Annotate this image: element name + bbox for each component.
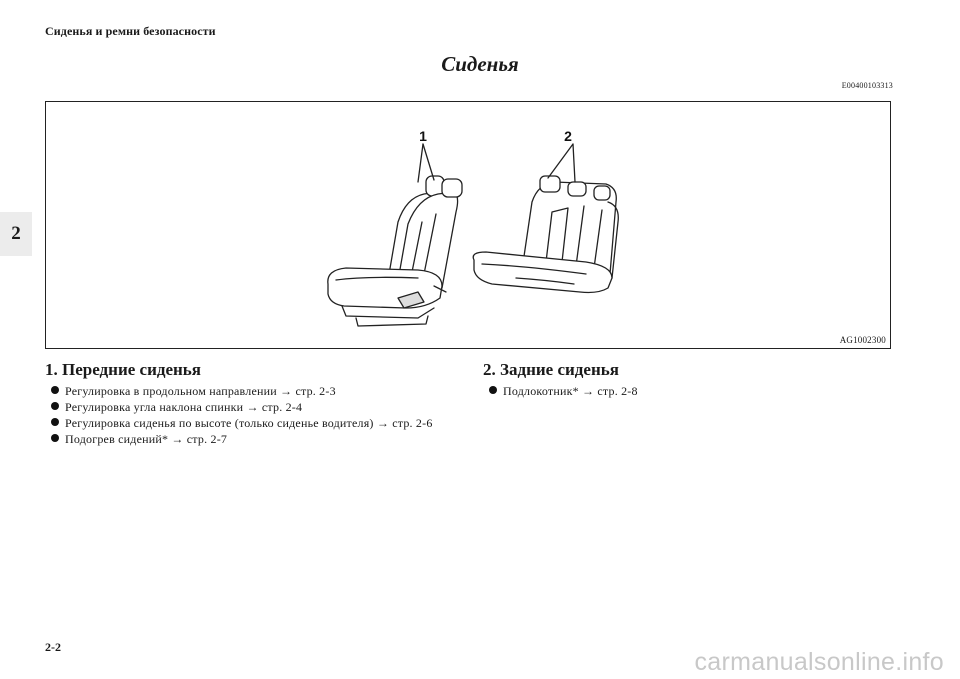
bullet-icon (51, 386, 59, 394)
list-item-text: Подлокотник* → стр. 2-8 (503, 384, 638, 398)
bullet-icon (51, 402, 59, 410)
bullet-icon (51, 418, 59, 426)
rear-seats-list (483, 383, 883, 399)
page-title: Сиденья (441, 52, 519, 76)
figure-code: AG1002300 (839, 335, 886, 345)
running-header: Сиденья и ремни безопасности (45, 24, 216, 38)
front-seats-drawing (328, 176, 462, 326)
chapter-tab: 2 (0, 212, 32, 256)
list-item (45, 431, 455, 447)
list-item (45, 399, 455, 415)
rear-seats-drawing (473, 176, 618, 293)
rear-seats-heading: 2. Задние сиденья (483, 360, 619, 379)
list-item (45, 415, 455, 431)
seats-figure (45, 101, 891, 349)
list-item (483, 383, 883, 399)
bullet-icon (489, 386, 497, 394)
list-item-text: Регулировка в продольном направлении → стр. 2-3 (65, 384, 336, 398)
page-number: 2-2 (45, 640, 61, 654)
front-seats-section (45, 360, 455, 447)
list-item-text: Регулировка сиденья по высоте (только сиденье водителя) → стр. 2-6 (65, 416, 433, 430)
list-item-text: Регулировка угла наклона спинки → стр. 2-4 (65, 400, 303, 414)
list-item-text: Подогрев сидений* → стр. 2-7 (65, 432, 228, 446)
front-seats-list (45, 383, 455, 447)
rear-seats-section (483, 360, 883, 399)
callout-2: 2 (564, 128, 572, 144)
list-item (45, 383, 455, 399)
seats-illustration (46, 102, 890, 348)
document-code: E00400103313 (841, 81, 893, 90)
watermark: carmanualsonline.info (694, 648, 944, 676)
bullet-icon (51, 434, 59, 442)
callout-1: 1 (419, 128, 427, 144)
front-seats-heading: 1. Передние сиденья (45, 360, 201, 379)
